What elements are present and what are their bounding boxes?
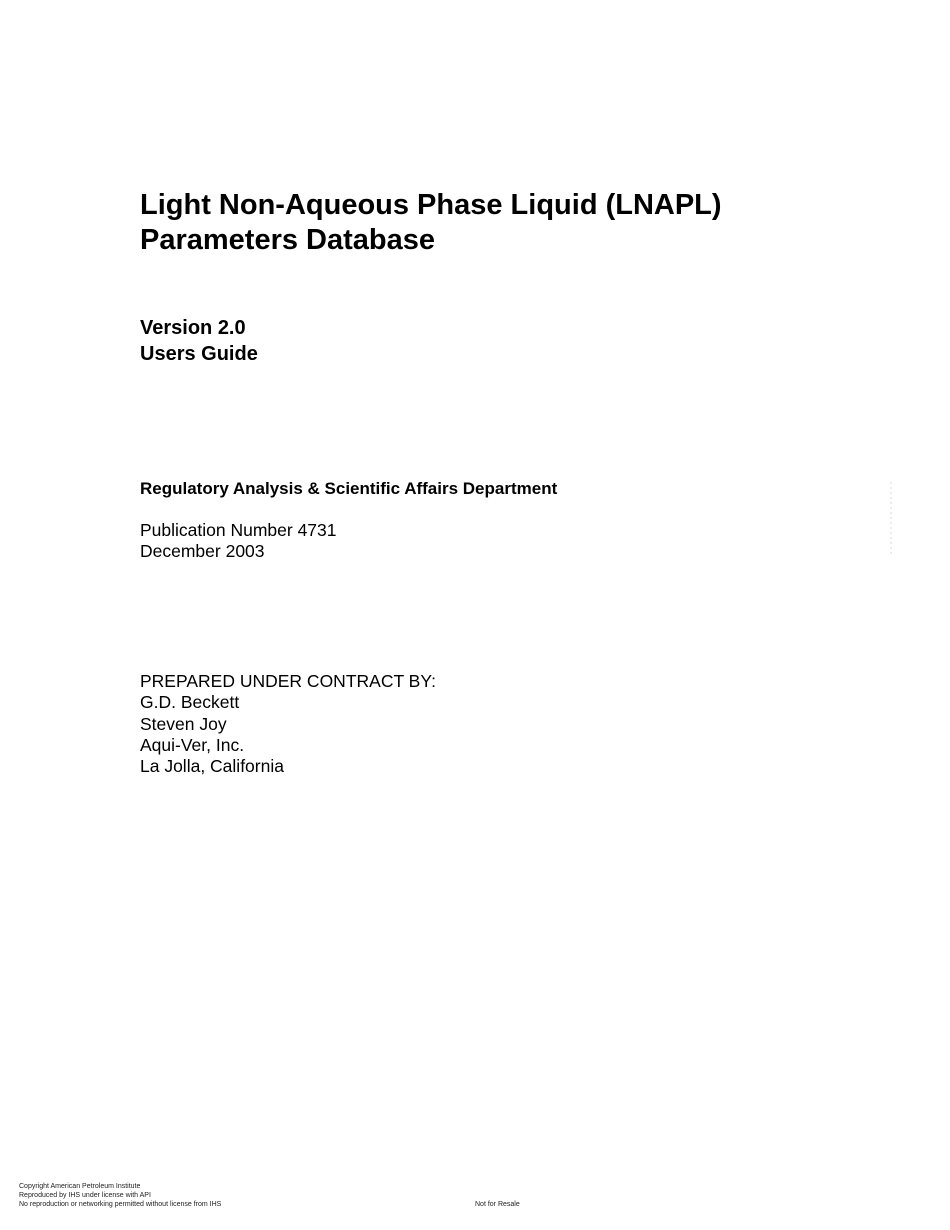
version-label: Version 2.0 [140, 317, 246, 339]
author-2: Steven Joy [140, 713, 227, 734]
title-line-1: Light Non-Aqueous Phase Liquid (LNAPL) [140, 189, 722, 221]
version-block [140, 315, 258, 367]
author-1: G.D. Beckett [140, 692, 240, 713]
publication-block [140, 520, 337, 562]
side-watermark-mark [887, 482, 895, 556]
license-line: Reproduced by IHS under license with API [19, 1192, 151, 1199]
publication-date: December 2003 [140, 541, 265, 561]
company-location: La Jolla, California [140, 756, 284, 777]
copyright-line: Copyright American Petroleum Institute [19, 1183, 141, 1190]
guide-label: Users Guide [140, 343, 258, 365]
company-name: Aqui-Ver, Inc. [140, 734, 245, 755]
prepared-heading: PREPARED UNDER CONTRACT BY: [140, 671, 436, 691]
title-line-2: Parameters Database [140, 224, 436, 256]
not-for-resale-label: Not for Resale [475, 1201, 520, 1208]
copyright-footer [19, 1182, 221, 1209]
publication-number: Publication Number 4731 [140, 520, 337, 540]
department-name: Regulatory Analysis & Scientific Affairs Department [140, 479, 558, 498]
reproduction-line: No reproduction or networking permitted without license from IHS [19, 1201, 222, 1208]
document-title [140, 188, 722, 258]
prepared-by-block [140, 671, 436, 777]
